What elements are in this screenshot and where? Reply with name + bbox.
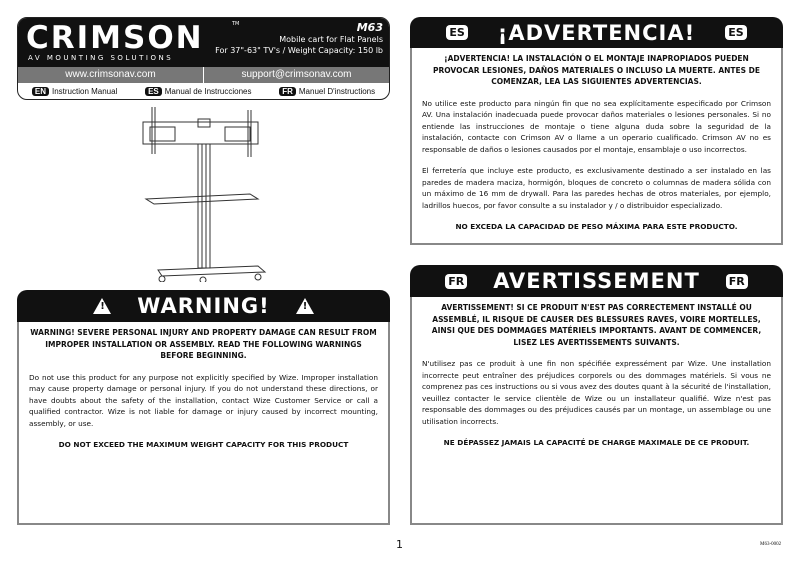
- warning-title: ¡ADVERTENCIA!: [497, 20, 696, 45]
- lang-badge: FR: [279, 87, 296, 96]
- manual-label: Instruction Manual: [51, 86, 118, 96]
- warning-headline: AVERTISSEMENT! SI CE PRODUIT N'EST PAS CORRECTEMENT INSTALLÉ OU ASSEMBLÉ, IL RISQUE DE CAUSER DES BLESSURES RAVES, VOIRE MORTELLES, AINSI QUE DES DOMMAGES MATÉRIELS IMPORTANTS. AVANT DE COMMENCER, LISEZ LES AVERTISSEMENTS SUIVANTS.: [431, 303, 762, 347]
- website-link[interactable]: www.crimsonav.com: [18, 67, 204, 83]
- warning-box-en: [17, 322, 390, 525]
- warning-banner: [17, 290, 390, 322]
- brand-logo: CRIMSON: [26, 20, 204, 56]
- warning-title: WARNING!: [137, 294, 270, 318]
- manual-fr: [279, 87, 375, 96]
- lang-badge: FR: [445, 274, 467, 289]
- trademark: TM: [232, 21, 240, 27]
- warning-title: AVERTISSEMENT: [493, 269, 700, 293]
- tv-cart-illustration: [140, 102, 275, 282]
- warning-icon: [93, 298, 111, 314]
- brand-tagline: AV MOUNTING SOLUTIONS: [28, 54, 174, 62]
- warning-body: Do not use this product for any purpose not explicitly specified by Wize. Improper installation may cause property damage or personal injury. If you do not understand these directions, or have doubts about the safety of the installation, contact Wize Customer Service or call a qualified contractor. Wize is not liable for damage or injury caused by incorrect mounting, assembly, or use.: [29, 372, 378, 428]
- advertencia-banner: [410, 17, 783, 48]
- warning-body: No utilice este producto para ningún fin que no sea explícitamente especificado por Crimson AV. Una instalación inadecuada puede provocar daños materiales o lesiones personales. Si no entiende las instrucciones de montaje o tiene alguna duda sobre la seguridad de la instalación, contacte con Crimson AV o llame a un operario cualificado. Crimson AV no es responsable de daños o lesiones causados por el montaje, ensamblaje o uso incorrectos.: [422, 98, 771, 154]
- avertissement-banner: [410, 265, 783, 297]
- manual-label: Manuel D'instructions: [298, 86, 376, 96]
- manual-en: [32, 87, 118, 96]
- warning-body: El ferretería que incluye este producto, es exclusivamente destinado a ser instalado en las paredes de madera maciza, hormigón, bloques de concreto o columnas de madera sólida con un máximo de 16 mm de drywall. Para las paredes hechas de otros materiales, por ejemplo, ladrillos huecos, por favor consulte a su instalador y / o distribuidor especializado.: [422, 166, 771, 210]
- support-email[interactable]: support@crimsonav.com: [241, 69, 352, 80]
- warning-box-es: [410, 48, 783, 245]
- lang-badge: FR: [726, 274, 748, 289]
- warning-footer: NO EXCEDA LA CAPACIDAD DE PESO MÁXIMA PARA ESTE PRODUCTO.: [455, 222, 738, 231]
- warning-headline: ¡ADVERTENCIA! LA INSTALACIÓN O EL MONTAJE INAPROPIADOS PUEDEN PROVOCAR LESIONES, DAÑOS MATERIALES O INCLUSO LA MUERTE. ANTES DE COMENZAR, LEA LAS SIGUIENTES ADVERTENCIAS.: [432, 54, 761, 86]
- warning-icon: [296, 298, 314, 314]
- warning-box-fr: [410, 297, 783, 525]
- lang-badge: ES: [446, 25, 467, 40]
- lang-badge: ES: [725, 25, 746, 40]
- lang-badge: EN: [32, 87, 49, 96]
- document-code: M63-0002: [760, 542, 782, 547]
- warning-footer: NE DÉPASSEZ JAMAIS LA CAPACITÉ DE CHARGE MAXIMALE DE CE PRODUIT.: [443, 438, 750, 447]
- page-number: 1: [396, 538, 403, 551]
- manual-label: Manual de Instrucciones: [164, 86, 252, 96]
- manual-es: [145, 87, 251, 96]
- lang-badge: ES: [145, 87, 162, 96]
- warning-footer: DO NOT EXCEED THE MAXIMUM WEIGHT CAPACITY FOR THIS PRODUCT: [58, 440, 349, 449]
- model-info: [215, 22, 383, 56]
- warning-body: N'utilisez pas ce produit à une fin non spécifiée expressément par Wize. Une installation incorrecte peut entraîner des préjudices corporels ou des dommages matériels. Si vous ne comprenez pas ces instructions ou si vous avez des doutes quant à la sécurité de l'installation, veuillez contacter le service clientèle de Wize ou un installateur qualifié. Wize n'est pas responsable des dommages ou des préjudices causés par un montage, un assemblage ou une utilisation incorrects.: [422, 359, 771, 426]
- model-number: M63: [356, 21, 383, 34]
- product-spec: For 37"-63" TV's / Weight Capacity: 150 lb: [215, 46, 383, 55]
- product-header: [17, 17, 390, 100]
- product-name: Mobile cart for Flat Panels: [279, 35, 383, 44]
- warning-headline: WARNING! SEVERE PERSONAL INJURY AND PROPERTY DAMAGE CAN RESULT FROM IMPROPER INSTALLATION OR ASSEMBLY. READ THE FOLLOWING WARNINGS BEFORE BEGINNING.: [30, 328, 377, 360]
